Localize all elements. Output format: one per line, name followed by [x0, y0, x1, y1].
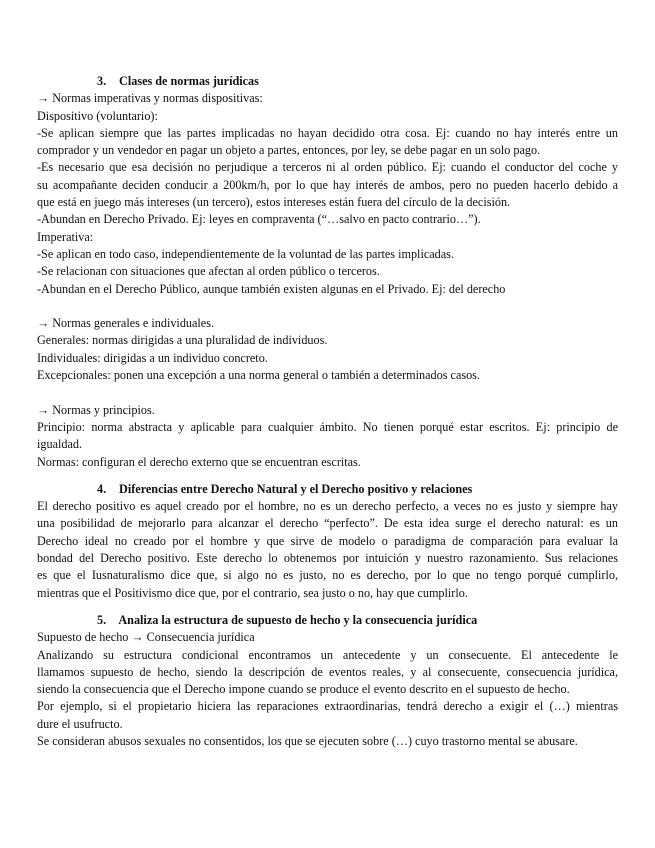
section-3-title: Clases de normas jurídicas — [119, 74, 259, 88]
imperative-label: Imperativa: — [37, 229, 94, 244]
imperative-item: -Abundan en el Derecho Público, aunque también existen algunas en el Privado. Ej: del derecho — [37, 281, 506, 296]
section-5-example-line: Por ejemplo, si el propietario hiciera las reparaciones extraordinarias, tendrá derecho a exigir el (…) mientras — [37, 699, 618, 714]
imperative-dispositive-heading: → Normas imperativas y normas dispositivas: — [37, 91, 263, 106]
principle-text-line: igualdad. — [37, 437, 83, 452]
section-5-text-line: llamamos supuesto de hecho, siendo la descripción de eventos reales, y al consecuente, consecuencia jurídica, — [37, 664, 618, 679]
imperative-item: -Se relacionan con situaciones que afectan al orden público o terceros. — [37, 264, 380, 279]
section-5-example-line: dure el usufructo. — [37, 716, 123, 731]
section-4-text-line: mientras que el Positivismo dice que, por el contrario, sea justo o no, hay que cumplirlo. — [37, 585, 468, 600]
section-5-subheading: Supuesto de hecho → Consecuencia jurídica — [37, 630, 255, 645]
section-4-text-line: bondad del Derecho positivo. Este derecho lo obtenemos por intuición y nuestro razonamiento. Sus relaciones — [37, 551, 618, 566]
section-5-example-line: Se consideran abusos sexuales no consentidos, los que se ejecuten sobre (…) cuyo trastorno mental se abusare. — [37, 733, 578, 748]
section-5-title: Analiza la estructura de supuesto de hecho y la consecuencia jurídica — [118, 612, 478, 627]
dispositive-label: Dispositivo (voluntario): — [37, 108, 158, 123]
section-4-text-line: una posibilidad de mejorarlo para alcanzar el derecho “perfecto”. De esta idea surge el derecho natural: es un — [37, 516, 618, 531]
dispositive-text-line: -Se aplican siempre que las partes implicadas no hayan decidido otra cosa. Ej: cuando no hay interés entre un — [37, 125, 618, 140]
section-5-text-line: Analizando su estructura condicional encontramos un antecedente y un consecuente. El antecedente le — [37, 647, 618, 662]
section-4-text-line: es que el Iusnaturalismo dice que, si algo no es justo, no es derecho, por lo que no tengo porqué cumplirlo, — [37, 568, 618, 583]
principle-text-line: Principio: norma abstracta y aplicable para cualquier ámbito. No tienen porqué estar escritos. Ej: principio de — [37, 419, 618, 434]
section-5-text-line: siendo la consecuencia que el Derecho impone cuando se produce el evento descrito en el supuesto de hecho. — [37, 682, 570, 697]
norm-type-item: Generales: normas dirigidas a una pluralidad de individuos. — [37, 333, 328, 348]
norm-type-item: Excepcionales: ponen una excepción a una norma general o también a determinados casos. — [37, 368, 480, 383]
section-5-number: 5. — [97, 612, 107, 627]
dispositive-text-line: comprador y un vendedor en pagar un objeto a partes, entonces, por ley, se debe pagar en un solo pago. — [37, 143, 541, 158]
imperative-item: -Se aplican en todo caso, independientemente de la voluntad de las partes implicadas. — [37, 246, 454, 261]
dispositive-text-line: que está en juego más intereses (un tercero), estos intereses están fuera del círculo de la decisión. — [37, 195, 511, 210]
section-4-text-line: Derecho ideal no creado por el hombre y que sirve de modelo o paradigma de comparación para evaluar la — [37, 533, 618, 548]
section-3-heading — [97, 73, 618, 90]
norms-text-line: Normas: configuran el derecho externo que se encuentran escritas. — [37, 454, 361, 469]
section-4-heading — [97, 481, 618, 498]
norms-principles-heading: → Normas y principios. — [37, 402, 155, 417]
dispositive-text-line: -Abundan en Derecho Privado. Ej: leyes en compraventa (“…salvo en pacto contrario…”). — [37, 212, 481, 227]
norm-type-item: Individuales: dirigidas a un individuo concreto. — [37, 350, 268, 365]
section-3-number: 3. — [97, 74, 107, 88]
section-5-heading — [97, 612, 618, 629]
dispositive-text-line: su acompañante deciden conducir a 200km/h, por lo que hay interés de ambos, pero no pueden hacerlo debido a — [37, 177, 618, 192]
dispositive-text-line: -Es necesario que esa decisión no perjudique a terceros ni al orden público. Ej: cuando el conductor del coche y — [37, 160, 618, 175]
section-4-number: 4. — [97, 481, 107, 496]
section-4-title: Diferencias entre Derecho Natural y el Derecho positivo y relaciones — [119, 481, 473, 496]
general-individual-heading: → Normas generales e individuales. — [37, 316, 215, 331]
section-4-text-line: El derecho positivo es aquel creado por el hombre, no es un derecho perfecto, a veces no es justo y siempre hay — [37, 499, 618, 514]
